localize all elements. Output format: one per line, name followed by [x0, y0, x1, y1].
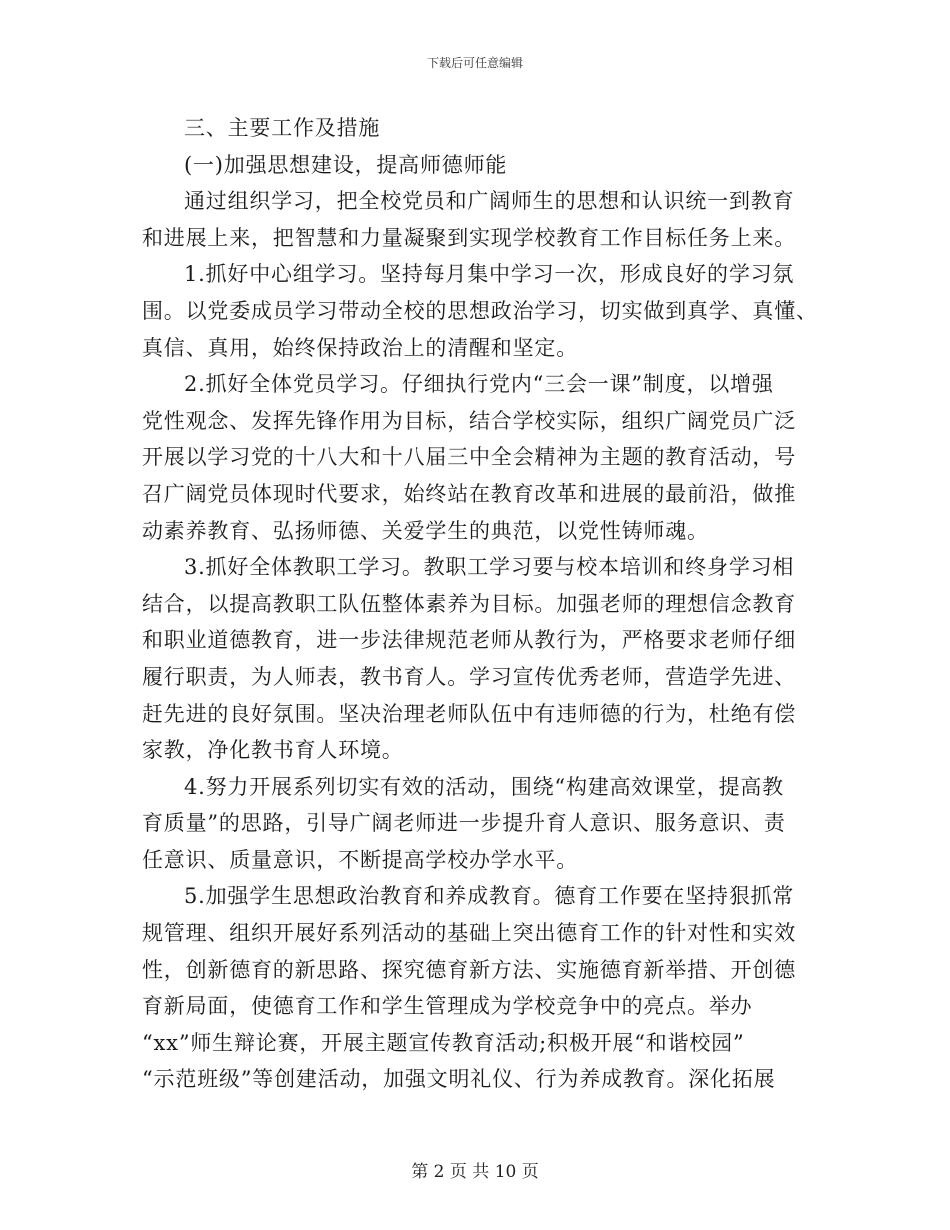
text-line: 4.努力开展系列切实有效的活动，围绕“构建高效课堂，提高教: [184, 774, 784, 799]
text-line: 家教，净化教书育人环境。: [142, 738, 404, 763]
text-line: 规管理、组织开展好系列活动的基础上突出德育工作的针对性和实效: [142, 921, 796, 946]
text-line: 5.加强学生思想政治教育和养成教育。德育工作要在坚持狠抓常: [184, 884, 795, 909]
text-line: 任意识、质量意识，不断提高学校办学水平。: [142, 847, 578, 872]
text-line: 1.抓好中心组学习。坚持每月集中学习一次，形成良好的学习氛: [184, 262, 795, 287]
text-line: 赶先进的良好氛围。坚决治理老师队伍中有违师德的行为，杜绝有偿: [142, 701, 796, 726]
text-line: 和职业道德教育，进一步法律规范老师从教行为，严格要求老师仔细: [142, 628, 796, 653]
page-footer: 第 2 页 共 10 页: [411, 1162, 539, 1182]
text-line: “xx”师生辩论赛，开展主题宣传教育活动;积极开展“和谐校园”: [142, 1030, 745, 1055]
text-line: 真信、真用，始终保持政治上的清醒和坚定。: [142, 335, 578, 360]
text-line: 结合，以提高教职工队伍整体素养为目标。加强老师的理想信念教育: [142, 591, 796, 616]
text-line: 3.抓好全体教职工学习。教职工学习要与校本培训和终身学习相: [184, 555, 795, 580]
text-line: 通过组织学习，把全校党员和广阔师生的思想和认识统一到教育: [184, 189, 795, 214]
text-line: 动素养教育、弘扬师德、关爱学生的典范，以党性铸师魂。: [142, 518, 709, 543]
text-line: 2.抓好全体党员学习。仔细执行党内“三会一课”制度，以增强: [184, 372, 774, 397]
text-line: (一)加强思想建设，提高师德师能: [184, 152, 508, 177]
text-line: “示范班级”等创建活动，加强文明礼仪、行为养成教育。深化拓展: [142, 1067, 776, 1092]
text-line: 履行职责，为人师表，教书育人。学习宣传优秀老师，营造学先进、: [142, 664, 796, 689]
text-line: 三、主要工作及措施: [184, 116, 381, 140]
text-line: 性，创新德育的新思路、探究德育新方法、实施德育新举措、开创德: [142, 957, 796, 982]
text-line: 围。以党委成员学习带动全校的思想政治学习，切实做到真学、真懂、: [142, 298, 818, 323]
text-line: 育质量”的思路，引导广阔老师进一步提升育人意识、服务意识、责: [142, 811, 786, 836]
text-line: 党性观念、发挥先锋作用为目标，结合学校实际，组织广阔党员广泛: [142, 408, 796, 433]
document-body: [142, 110, 818, 1098]
text-line: 开展以学习党的十八大和十八届三中全会精神为主题的教育活动，号: [142, 445, 796, 470]
text-line: 召广阔党员体现时代要求，始终站在教育改革和进展的最前沿，做推: [142, 481, 796, 506]
text-line: 育新局面，使德育工作和学生管理成为学校竞争中的亮点。举办: [142, 994, 753, 1019]
header-note: 下载后可任意编辑: [426, 56, 523, 70]
text-line: 和进展上来，把智慧和力量凝聚到实现学校教育工作目标任务上来。: [142, 225, 796, 250]
